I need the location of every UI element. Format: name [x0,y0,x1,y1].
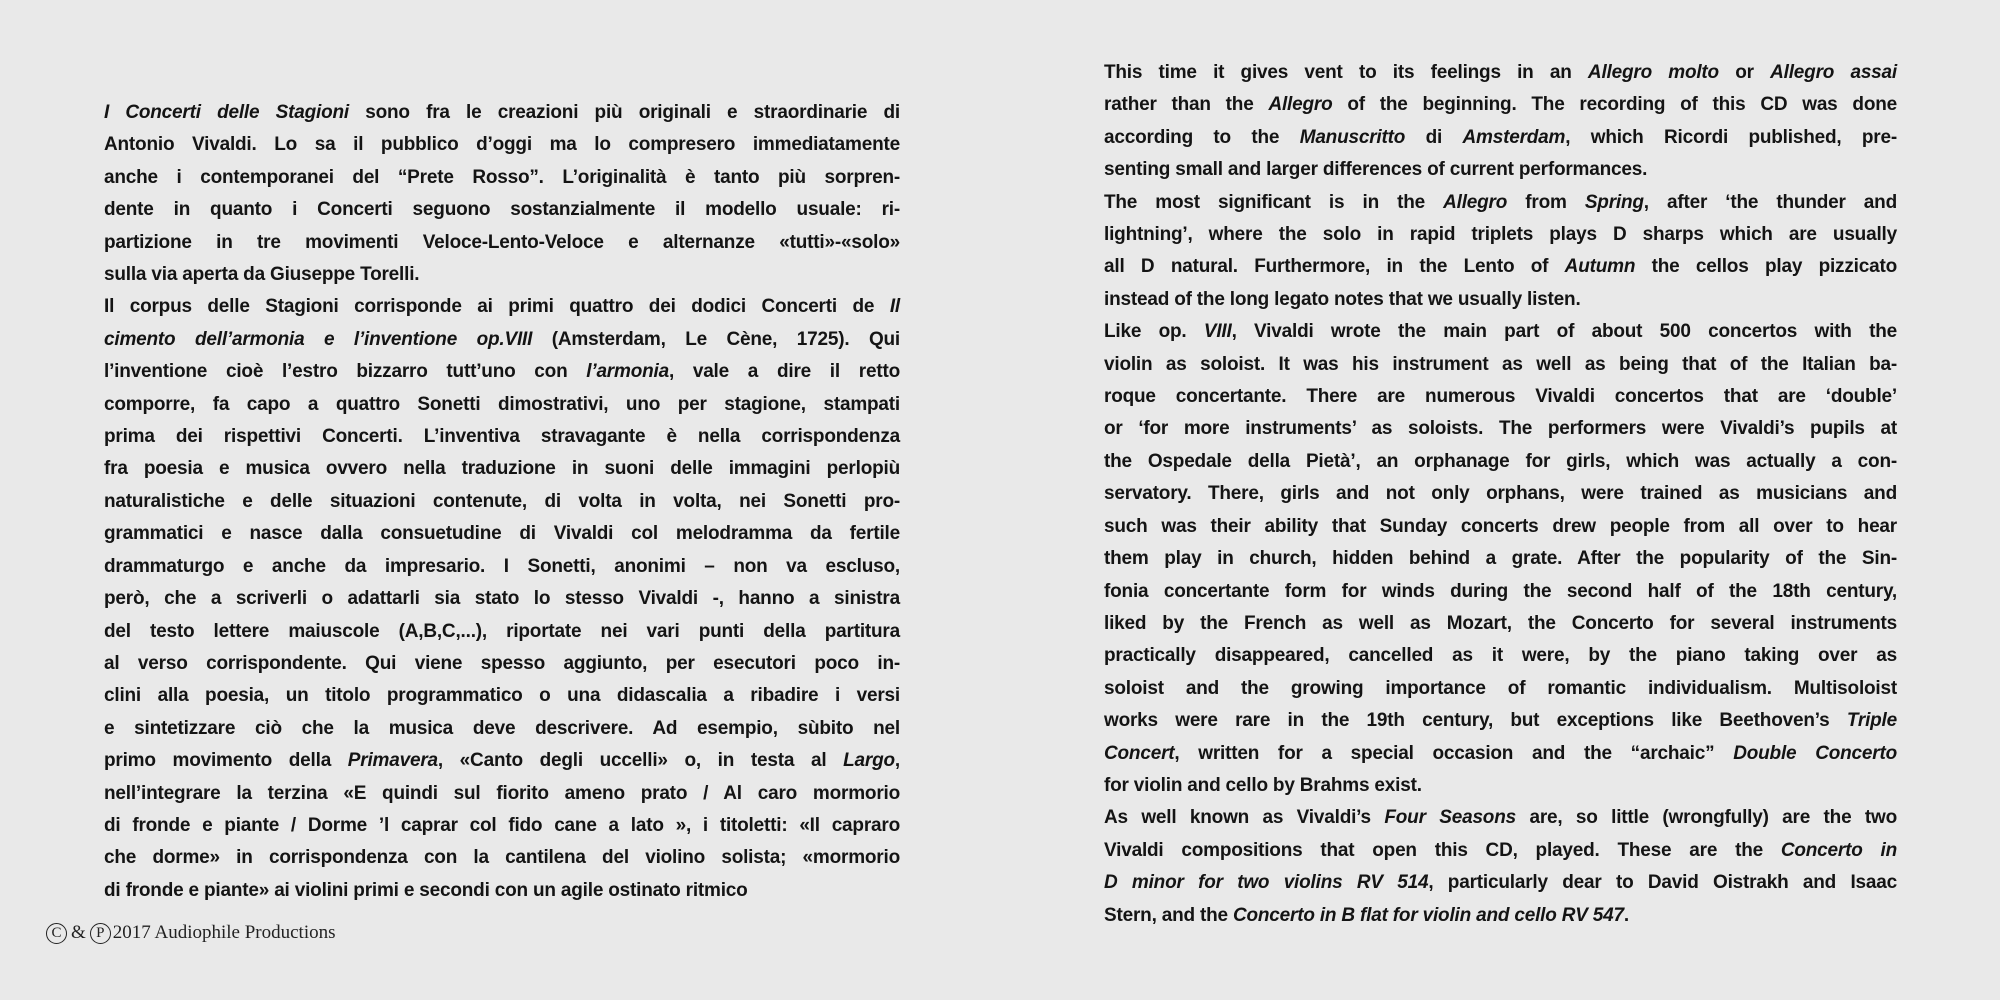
text-span: e sintetizzare ciò che la musica deve descrivere. Ad esempio, sùbito nel [104,717,900,739]
text-span: primo movimento della [104,750,348,772]
text-span: for violin and cello by Brahms exist. [1104,774,1422,796]
text-line [1104,89,1897,121]
italic-span: Allegro [1268,94,1333,116]
text-line [1104,770,1897,802]
text-span: Like op. [1104,321,1204,343]
text-line [1104,543,1897,575]
text-line [1104,446,1897,478]
italic-span: Allegro molto [1587,62,1719,83]
text-span: anche i contemporanei del “Prete Rosso”. L’originalità è tanto più sorpren- [104,166,900,188]
text-span: di fronde e piante / Dorme ’l caprar col fido cane a lato », i titoletti: «Il capraro [104,814,900,836]
italic-span: Largo [843,750,895,772]
italic-span: Primavera [347,750,438,772]
text-line [1104,219,1897,251]
italic-span: Concert [1104,742,1175,764]
text-line [1104,154,1897,186]
text-line [104,162,900,194]
text-span: are, so little (wrongfully) are the two [1516,807,1898,829]
text-span: As well known as Vivaldi’s [1104,807,1385,829]
text-line [104,486,900,518]
text-span: , Vivaldi wrote the main part of about 500 concertos with the [1231,321,1897,343]
text-span: prima dei rispettivi Concerti. L’inventiva stravagante è nella corrispondenza [104,426,900,448]
text-line [104,259,900,291]
italic-span: Manuscritto [1299,126,1406,148]
italic-span: Spring [1584,191,1644,213]
text-span: sulla via aperta da Giuseppe Torelli. [104,264,420,286]
text-line [1104,122,1897,154]
text-span: comporre, fa capo a quattro Sonetti dimostrativi, uno per stagione, stampati [104,393,900,415]
copyright-notice [46,922,336,944]
italic-span: VIII [1203,321,1232,343]
italic-span: cimento dell’armonia e l’inventione op.VIII [104,328,533,350]
text-span: grammatici e nasce dalla consuetudine di Vivaldi col melodramma da fertile [104,523,900,545]
text-span: Stern, and the [1104,904,1233,926]
text-span: roque concertante. There are numerous Vivaldi concertos that are ‘double’ [1104,386,1897,408]
text-span: fonia concertante form for winds during the second half of the 18th century, [1104,580,1897,602]
text-line [1104,705,1897,737]
left-page-text [104,97,900,907]
text-line [1104,284,1897,316]
text-line [1104,835,1897,867]
text-line [1104,316,1897,348]
right-page-text [1104,57,1897,932]
text-span: al verso corrispondente. Qui viene spesso aggiunto, per esecutori poco in- [104,652,900,674]
text-line [104,583,900,615]
text-line [1104,640,1897,672]
text-span: naturalistiche e delle situazioni contenute, di volta in volta, nei Sonetti pro- [104,490,900,512]
text-span: (Amsterdam, Le Cène, 1725). Qui [532,328,901,350]
text-line [104,518,900,550]
text-line [104,227,900,259]
text-span: This time it gives vent to its feelings in an [1104,62,1588,83]
text-span: però, che a scriverli o adattarli sia stato lo stesso Vivaldi -, hanno a sinistra [104,588,900,610]
italic-span: Double Concerto [1733,742,1897,764]
text-span: clini alla poesia, un titolo programmatico o una didascalia a ribadire i versi [104,685,900,707]
text-line [1104,738,1897,770]
text-span: rather than the [1104,94,1269,116]
text-line [104,324,900,356]
text-line [104,453,900,485]
text-span: the cellos play pizzicato [1635,256,1898,278]
text-span: di [1405,126,1463,148]
text-line [104,389,900,421]
text-line [1104,802,1897,834]
text-span: , particularly dear to David Oistrakh and Isaac [1428,872,1897,894]
text-line [104,745,900,777]
text-span: , [894,750,900,772]
text-line [1104,608,1897,640]
text-span: che dorme» in corrispondenza con la cantilena del violino solista; «mormorio [104,847,900,869]
text-line [104,842,900,874]
text-line [1104,381,1897,413]
phonogram-icon: P [90,923,111,944]
text-line [104,421,900,453]
text-line [1104,57,1897,89]
text-span: , after ‘the thunder and [1643,191,1897,213]
italic-span: Il [889,296,900,318]
text-line [1104,511,1897,543]
text-span: soloist and the growing importance of romantic individualism. Multisoloist [1104,677,1897,699]
text-line [1104,349,1897,381]
text-span: violin as soloist. It was his instrument as well as being that of the Italian ba- [1104,353,1897,375]
text-span: liked by the French as well as Mozart, the Concerto for several instruments [1104,612,1897,634]
text-line [104,875,900,907]
text-line [1104,867,1897,899]
italic-span: Concerto in [1780,839,1897,861]
text-line [104,194,900,226]
italic-span: Amsterdam [1462,126,1566,148]
text-span: , which Ricordi published, pre- [1565,126,1897,148]
text-line [104,778,900,810]
text-span: Vivaldi compositions that open this CD, played. These are the [1104,839,1781,861]
text-span: Il corpus delle Stagioni corrisponde ai primi quattro dei dodici Concerti de [104,296,890,318]
text-line [104,291,900,323]
copyright-icon: C [46,923,67,944]
copyright-ampersand: & [71,922,86,943]
text-span: . [1623,904,1629,926]
text-span: partizione in tre movimenti Veloce-Lento-Veloce e alternanze «tutti»-«solo» [104,231,900,253]
text-line [104,810,900,842]
text-span: drammaturgo e anche da impresario. I Sonetti, anonimi – non va escluso, [104,555,900,577]
text-span: all D natural. Furthermore, in the Lento of [1104,256,1565,278]
italic-span: I Concerti delle Stagioni [104,102,349,123]
italic-span: Allegro assai [1770,62,1897,83]
italic-span: l’armonia [586,361,669,383]
text-span: dente in quanto i Concerti seguono sostanzialmente il modello usuale: ri- [104,199,900,221]
text-line [104,648,900,680]
text-line [1104,478,1897,510]
text-span: the Ospedale della Pietà’, an orphanage for girls, which was actually a con- [1104,450,1897,472]
text-line [104,129,900,161]
text-span: , written for a special occasion and the “archaic” [1174,742,1734,764]
text-span: nell’integrare la terzina «E quindi sul fiorito ameno prato / Al caro mormorio [104,782,900,804]
text-span: servatory. There, girls and not only orphans, were trained as musicians and [1104,483,1897,505]
text-span: according to the [1104,126,1300,148]
italic-span: Four Seasons [1384,807,1516,829]
text-line [1104,576,1897,608]
text-line [1104,251,1897,283]
text-line [104,551,900,583]
text-line [1104,900,1897,932]
text-span: di fronde e piante» ai violini primi e secondi con un agile ostinato ritmico [104,879,748,901]
text-span: , vale a dire il retto [668,361,900,383]
text-span: instead of the long legato notes that we usually listen. [1104,288,1581,310]
text-span: The most significant is in the [1104,191,1444,213]
italic-span: D minor for two violins RV 514 [1104,872,1429,894]
text-span: or ‘for more instruments’ as soloists. The performers were Vivaldi’s pupils at [1104,418,1897,440]
italic-span: Allegro [1443,191,1508,213]
text-line [104,713,900,745]
italic-span: Autumn [1564,256,1636,278]
text-span: of the beginning. The recording of this CD was done [1332,94,1897,116]
text-span: works were rare in the 19th century, but exceptions like Beethoven’s [1104,710,1847,732]
copyright-text: 2017 Audiophile Productions [112,922,336,943]
text-line [104,616,900,648]
text-span: fra poesia e musica ovvero nella traduzione in suoni delle immagini perlopiù [104,458,900,480]
text-line [1104,413,1897,445]
text-span: such was their ability that Sunday concerts drew people from all over to hear [1104,515,1897,537]
text-span: lightning’, where the solo in rapid triplets plays D sharps which are usually [1104,224,1897,246]
text-line [104,97,900,129]
text-span: them play in church, hidden behind a grate. After the popularity of the Sin- [1104,548,1897,570]
text-span: l’inventione cioè l’estro bizzarro tutt’uno con [104,361,587,383]
text-span: sono fra le creazioni più originali e straordinarie di [348,102,900,123]
text-line [1104,187,1897,219]
italic-span: Concerto in B flat for violin and cello RV 547 [1232,904,1624,926]
text-span: from [1507,191,1585,213]
text-line [104,680,900,712]
text-span: senting small and larger differences of current performances. [1104,159,1648,181]
text-span: practically disappeared, cancelled as it were, by the piano taking over as [1104,645,1897,667]
text-span: or [1718,62,1771,83]
text-span: del testo lettere maiuscole (A,B,C,...), riportate nei vari punti della partitura [104,620,900,642]
italic-span: Triple [1846,710,1897,732]
text-line [104,356,900,388]
text-span: Antonio Vivaldi. Lo sa il pubblico d’oggi ma lo compresero immediatamente [104,134,900,156]
text-span: , «Canto degli uccelli» o, in testa al [437,750,844,772]
text-line [1104,673,1897,705]
